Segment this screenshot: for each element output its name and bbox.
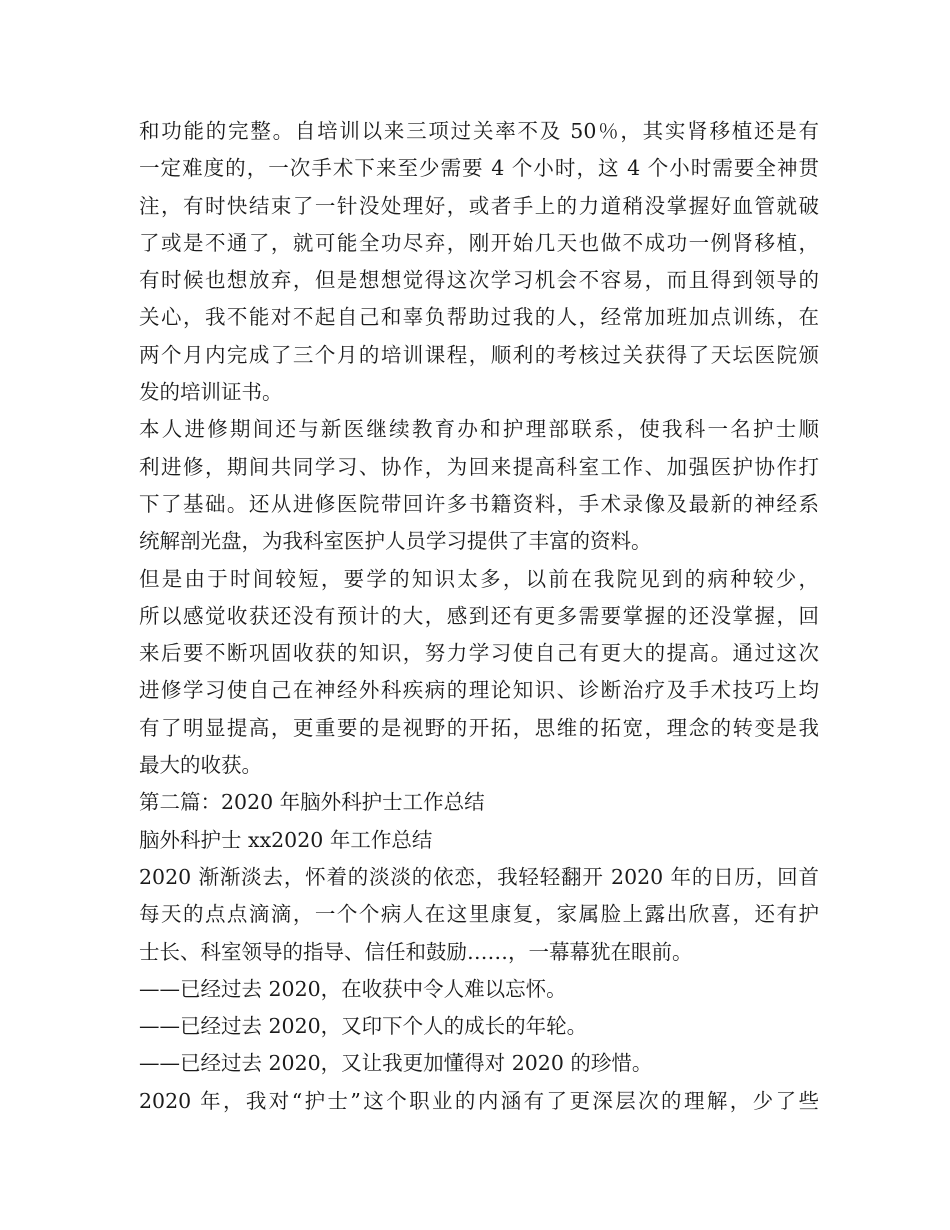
text-line: ——已经过去 2020，又印下个人的成长的年轮。 bbox=[139, 1014, 588, 1039]
text-line: 第二篇：2020 年脑外科护士工作总结 bbox=[139, 790, 485, 815]
text-line: 了或是不通了，就可能全功尽弃，刚开始几天也做不成功一例肾移植， bbox=[139, 230, 819, 255]
text-line: 但是由于时间较短，要学的知识太多，以前在我院见到的病种较少， bbox=[139, 566, 819, 591]
text-line: 注，有时快结束了一针没处理好，或者手上的力道稍没掌握好血管就破 bbox=[139, 193, 819, 218]
text-line: 两个月内完成了三个月的培训课程，顺利的考核过关获得了天坛医院颁 bbox=[139, 342, 819, 367]
text-line: 发的培训证书。 bbox=[139, 380, 283, 405]
text-line: 来后要不断巩固收获的知识，努力学习使自己有更大的提高。通过这次 bbox=[139, 641, 819, 666]
text-line: 脑外科护士 xx2020 年工作总结 bbox=[139, 827, 433, 852]
text-line: 2020 年，我对“护士”这个职业的内涵有了更深层次的理解，少了些 bbox=[139, 1088, 819, 1113]
text-line: 利进修，期间共同学习、协作，为回来提高科室工作、加强医护协作打 bbox=[139, 454, 819, 479]
text-line: 2020 渐渐淡去，怀着的淡淡的依恋，我轻轻翻开 2020 年的日历，回首 bbox=[139, 864, 819, 889]
text-line: 一定难度的，一次手术下来至少需要 4 个小时，这 4 个小时需要全神贯 bbox=[139, 156, 819, 181]
text-line: 士长、科室领导的指导、信任和鼓励……，一幕幕犹在眼前。 bbox=[139, 939, 693, 964]
text-line: 统解剖光盘，为我科室医护人员学习提供了丰富的资料。 bbox=[139, 529, 652, 554]
text-line: 有了明显提高，更重要的是视野的开拓，思维的拓宽，理念的转变是我 bbox=[139, 715, 819, 740]
text-line: ——已经过去 2020，又让我更加懂得对 2020 的珍惜。 bbox=[139, 1051, 653, 1076]
text-line: 每天的点点滴滴，一个个病人在这里康复，家属脸上露出欣喜，还有护 bbox=[139, 902, 819, 927]
text-line: 下了基础。还从进修医院带回许多书籍资料，手术录像及最新的神经系 bbox=[139, 491, 819, 516]
text-line: 有时候也想放弃，但是想想觉得这次学习机会不容易，而且得到领导的 bbox=[139, 268, 819, 293]
text-line: 最大的收获。 bbox=[139, 753, 262, 778]
text-line: 进修学习使自己在神经外科疾病的理论知识、诊断治疗及手术技巧上均 bbox=[139, 678, 819, 703]
document-body bbox=[139, 113, 819, 1120]
text-line: ——已经过去 2020，在收获中令人难以忘怀。 bbox=[139, 976, 567, 1001]
text-line: 和功能的完整。自培训以来三项过关率不及 50％，其实肾移植还是有 bbox=[139, 119, 819, 143]
text-line: 关心，我不能对不起自己和辜负帮助过我的人，经常加班加点训练，在 bbox=[139, 305, 819, 330]
text-line: 所以感觉收获还没有预计的大，感到还有更多需要掌握的还没掌握，回 bbox=[139, 603, 819, 628]
text-line: 本人进修期间还与新医继续教育办和护理部联系，使我科一名护士顺 bbox=[139, 417, 819, 442]
